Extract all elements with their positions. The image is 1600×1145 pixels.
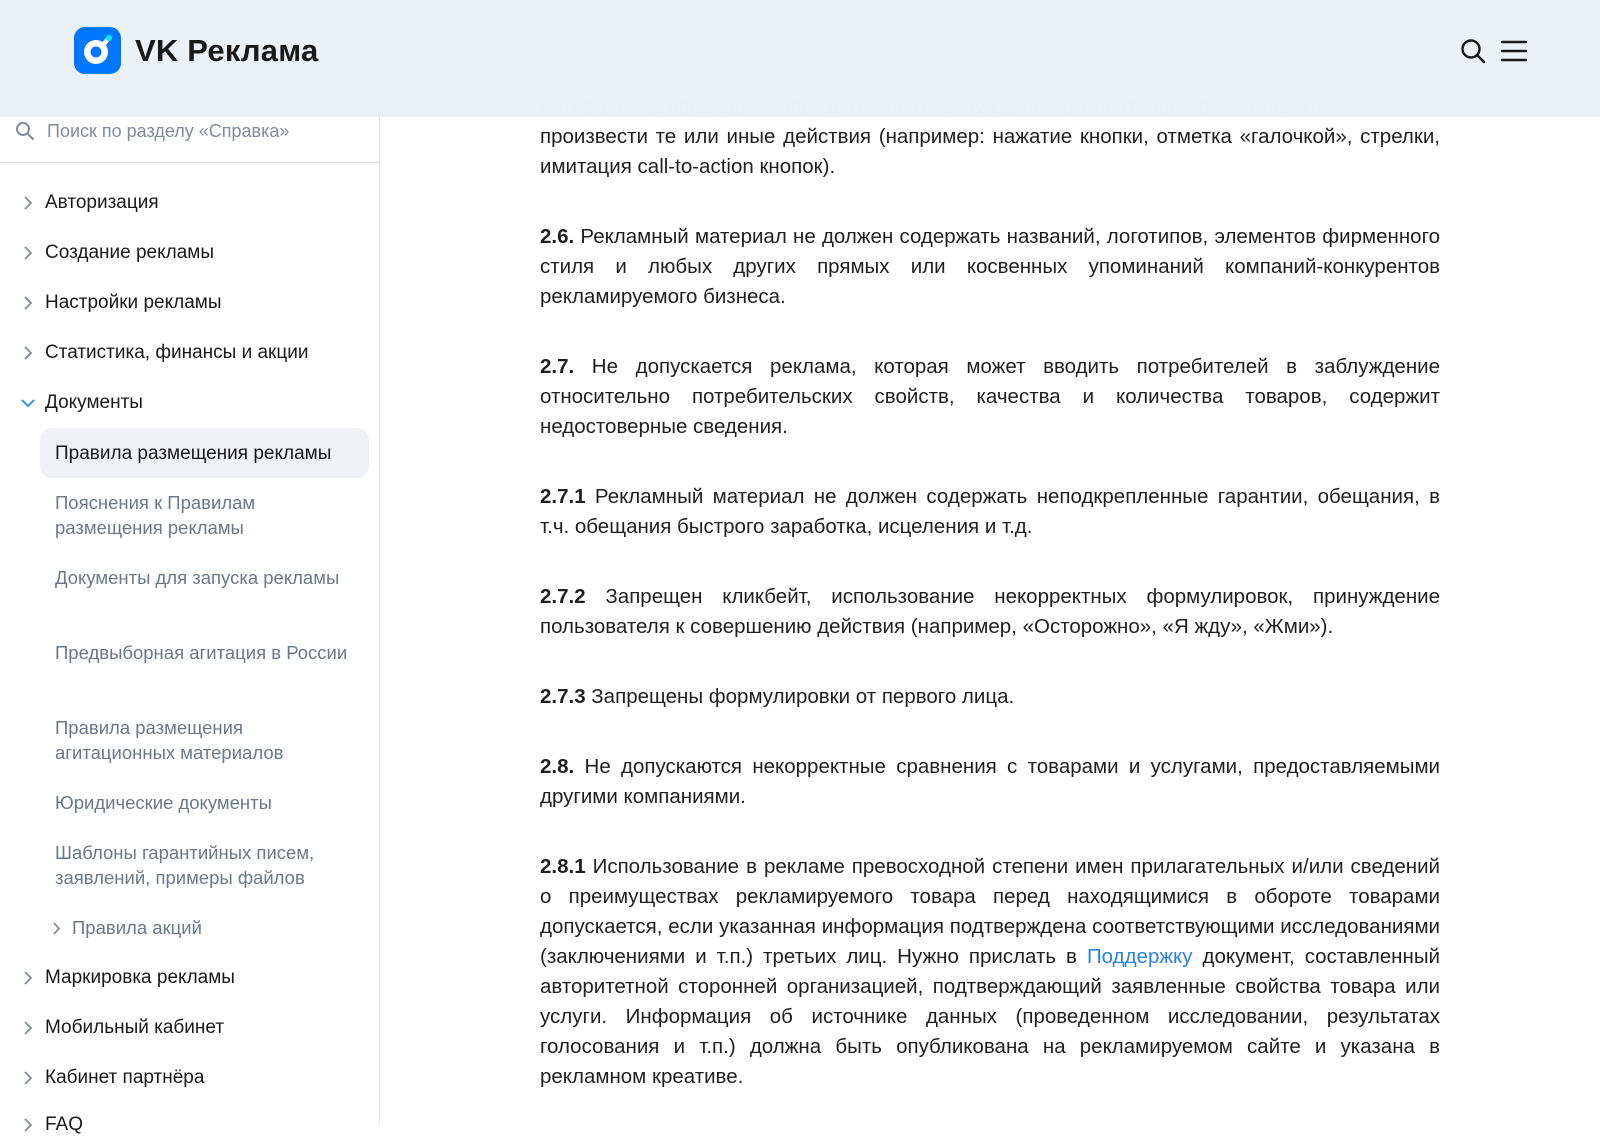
logo-link[interactable] (74, 27, 318, 74)
sidebar-subitem-label: Юридические документы (55, 792, 272, 813)
rule-paragraph (540, 222, 1440, 312)
brand-name: VK Реклама (135, 32, 319, 68)
chevron-right-icon (20, 345, 36, 361)
sidebar-item-ad-settings[interactable] (20, 283, 370, 323)
sidebar-item-label: Авторизация (45, 192, 159, 213)
sidebar-item-label: Мобильный кабинет (45, 1017, 225, 1038)
rule-text: Использование в рекламе превосходной степени имен прилагательных и/или сведений о преимуществах рекламируемого товара перед находящимися в обороте товарами допускается, если указанная информация подтверждена соответствующими исследованиями (заключениями и т.п.) третьих лиц. Нужно прислать в (540, 855, 1440, 968)
rule-text: Не допускается реклама, которая может вводить потребителей в заблуждение относительно потребительских свойств, качества и количества товаров, содержит недостоверные сведения. (540, 355, 1440, 438)
rule-paragraph (540, 352, 1440, 442)
sidebar-item-label: Создание рекламы (45, 242, 215, 263)
hamburger-menu-icon (1500, 39, 1528, 63)
sidebar-item-label: FAQ (45, 1114, 84, 1135)
rule-text: Рекламный материал не должен содержать названий, логотипов, элементов фирменного стиля и любых других прямых или косвенных упоминаний компаний-конкурентов рекламируемого бизнеса. (540, 225, 1440, 308)
sidebar-subitem-label: Предвыборная агитация в России (55, 642, 348, 663)
sidebar-subitem-ad-rules[interactable] (40, 428, 369, 478)
rule-text: Не допускаются некорректные сравнения с товарами и услугами, предоставляемыми другими компаниями. (540, 755, 1440, 808)
search-icon (15, 121, 35, 146)
sidebar-subitem-label: Правила размещения агитационных материалов (55, 717, 284, 763)
sidebar-subitem-letter-templates[interactable] (55, 840, 355, 890)
chevron-right-icon (52, 922, 61, 935)
rule-number: 2.7. (540, 355, 575, 378)
header-menu-button[interactable] (1497, 34, 1531, 68)
rule-number: 2.7.2 (540, 585, 586, 608)
rule-number: 2.8.1 (540, 855, 586, 878)
chevron-right-icon (20, 295, 36, 311)
chevron-right-icon (20, 245, 36, 261)
intro-paragraph (540, 122, 1440, 182)
sidebar-item-faq[interactable] (20, 1105, 370, 1145)
chevron-right-icon (20, 1020, 36, 1036)
sidebar-item-label: Статистика, финансы и акции (45, 342, 309, 363)
chevron-right-icon (20, 195, 36, 211)
rule-number: 2.7.3 (540, 685, 586, 708)
sidebar-item-authorization[interactable] (20, 183, 370, 223)
sidebar-subitem-label: Правила размещения рекламы (55, 442, 332, 464)
rule-paragraph (540, 752, 1440, 812)
sidebar-subitem-campaign-materials[interactable] (55, 715, 355, 765)
search-icon (1460, 38, 1486, 64)
rule-paragraph (540, 682, 1440, 712)
sidebar-item-documents[interactable] (20, 383, 370, 423)
sidebar-subitem-label: Правила акций (72, 917, 202, 938)
sidebar-subitem-label: Документы для запуска рекламы (55, 567, 340, 588)
chevron-right-icon (20, 1070, 36, 1086)
sidebar-subitem-label: Шаблоны гарантийных писем, заявлений, примеры файлов (55, 842, 315, 888)
rule-paragraph (540, 482, 1440, 542)
sidebar-item-partner-cabinet[interactable] (20, 1058, 370, 1098)
rule-paragraph (540, 852, 1440, 1092)
intro-text: произвести те или иные действия (например: нажатие кнопки, отметка «галочкой», стрелки, имитация call-to-action кнопок). (540, 125, 1440, 178)
sidebar-subitem-promo-rules[interactable] (52, 913, 202, 943)
rule-number: 2.6. (540, 225, 575, 248)
rule-number: 2.8. (540, 755, 575, 778)
sidebar-item-label: Настройки рекламы (45, 292, 222, 313)
chevron-right-icon (20, 970, 36, 986)
sidebar-item-create-ads[interactable] (20, 233, 370, 273)
sidebar (0, 0, 380, 1135)
vk-ads-logo-icon (74, 27, 121, 74)
sidebar-item-label: Кабинет партнёра (45, 1067, 205, 1088)
sidebar-search-input[interactable] (45, 116, 365, 146)
rule-text: Запрещен кликбейт, использование некорректных формулировок, принуждение пользователя к совершению действия (например, «Осторожно», «Я жду», «Жми»). (540, 585, 1440, 638)
support-link[interactable]: Поддержку (1086, 945, 1193, 968)
rule-paragraph (540, 582, 1440, 642)
rule-text: Рекламный материал не должен содержать неподкрепленные гарантии, обещания, в т.ч. обещания быстрого заработка, исцеления и т.д. (540, 485, 1440, 538)
sidebar-item-statistics[interactable] (20, 333, 370, 373)
sidebar-subitem-legal-documents[interactable] (55, 790, 355, 815)
rule-number: 2.7.1 (540, 485, 586, 508)
rule-text: документ, составленный авторитетной сторонней организацией, подтверждающий заявленные свойства товара или услуги. Информация об источнике данных (проведенном исследовании, результатах голосования и т.п.) должна быть опубликована на рекламируемом сайте и указана в рекламном креативе. (540, 945, 1441, 1088)
sidebar-item-mobile-cabinet[interactable] (20, 1008, 370, 1048)
sidebar-item-ad-marking[interactable] (20, 958, 370, 998)
chevron-right-icon (20, 1117, 36, 1133)
chevron-down-icon (20, 395, 36, 411)
sidebar-item-label: Документы (45, 392, 143, 413)
rule-text: Запрещены формулировки от первого лица. (585, 685, 1015, 708)
sidebar-subitem-label: Пояснения к Правилам размещения рекламы (55, 492, 256, 538)
sidebar-item-label: Маркировка рекламы (45, 967, 235, 988)
sidebar-subitem-launch-documents[interactable] (55, 565, 355, 590)
article-content (540, 92, 1440, 1132)
sidebar-subitem-election-campaigning[interactable] (55, 640, 355, 665)
sidebar-subitem-rules-explanations[interactable] (55, 490, 355, 540)
top-header (0, 0, 1600, 117)
header-search-button[interactable] (1456, 34, 1490, 68)
